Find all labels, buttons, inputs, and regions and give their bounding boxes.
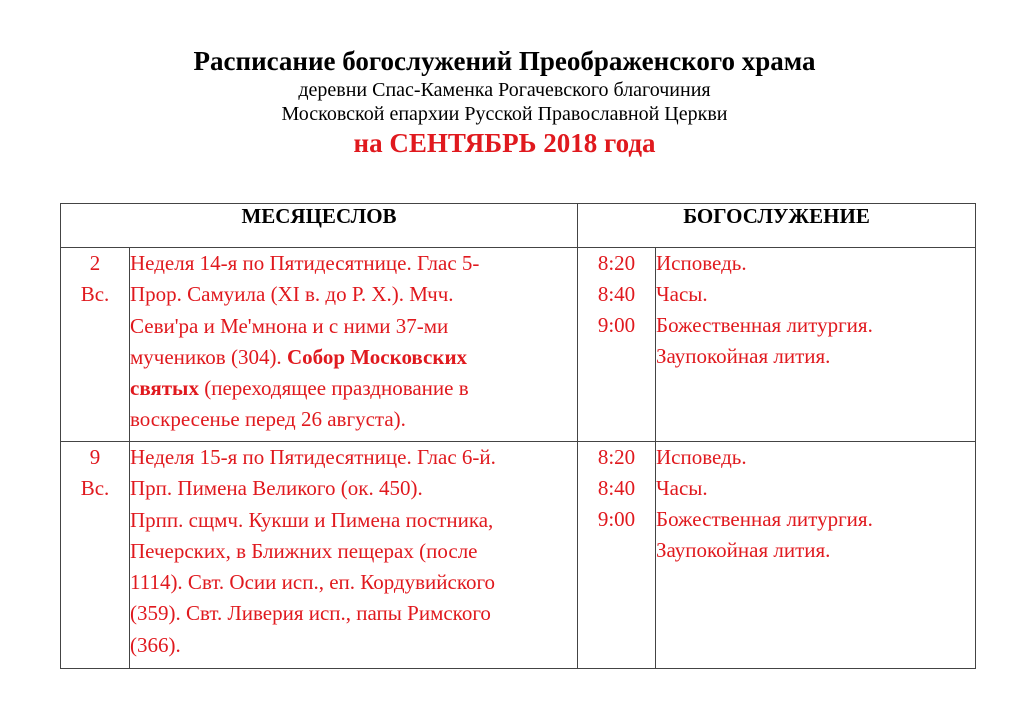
- column-header-services: БОГОСЛУЖЕНИЕ: [578, 204, 976, 248]
- feast-line: [130, 442, 577, 473]
- feast-line: [130, 505, 577, 536]
- document-header: [0, 44, 1009, 160]
- feast-cell: [130, 442, 578, 669]
- service-name: Исповедь.: [656, 251, 747, 275]
- day-of-week: Вс.: [80, 282, 110, 306]
- feast-line: [130, 473, 577, 504]
- feast-text: (переходящее празднование в: [198, 376, 469, 401]
- service-name: Божественная литургия.: [656, 507, 873, 531]
- feast-line: [130, 279, 577, 310]
- feast-text: Прор. Самуила (XI в. до Р. Х.). Мчч.: [130, 282, 454, 307]
- feast-cell: [130, 248, 578, 442]
- service-time: 9:00: [597, 507, 636, 531]
- feast-text: (359). Свт. Ливерия исп., папы Римского: [130, 601, 491, 626]
- service-name: Заупокойная лития.: [656, 344, 831, 368]
- day-of-week: Вс.: [80, 476, 110, 500]
- service-name: Божественная литургия.: [656, 313, 873, 337]
- feast-text: Неделя 15-я по Пятидесятнице. Глас 6-й.: [130, 445, 496, 469]
- table-row: [61, 248, 976, 442]
- feast-text: Прпп. сщмч. Кукши и Пимена постника,: [130, 507, 494, 532]
- schedule-table: [60, 203, 976, 669]
- feast-text: мучеников (304).: [130, 344, 287, 369]
- date-cell: [61, 442, 130, 669]
- feast-text: Неделя 14-я по Пятидесятнице. Глас 5-: [130, 251, 480, 275]
- feast-text: Прп. Пимена Великого (ок. 450).: [130, 476, 423, 501]
- feast-line: [130, 404, 577, 435]
- feast-line: [130, 567, 577, 598]
- feast-line: [130, 248, 577, 279]
- schedule-month: на СЕНТЯБРЬ 2018 года: [353, 128, 656, 158]
- service-time: 8:40: [597, 282, 636, 306]
- times-cell: [578, 248, 656, 442]
- service-name: Часы.: [656, 476, 708, 500]
- feast-text: Печерских, в Ближних пещерах (после: [130, 538, 478, 563]
- feast-text: Севи'ра и Ме'мнона и с ними 37-ми: [130, 313, 449, 338]
- document-subtitle-diocese: Московской епархии Русской Православной Церкви: [281, 103, 728, 125]
- feast-text: (366).: [130, 632, 181, 657]
- day-number: 2: [89, 251, 101, 275]
- feast-line: [130, 373, 577, 404]
- feast-highlight: святых: [130, 376, 199, 401]
- services-cell: [656, 248, 976, 442]
- feast-text: 1114). Свт. Осии исп., еп. Кордувийского: [130, 570, 496, 595]
- feast-line: [130, 598, 577, 629]
- table-header-row: [61, 204, 976, 248]
- service-name: Заупокойная лития.: [656, 538, 831, 562]
- feast-line: [130, 630, 577, 661]
- times-cell: [578, 442, 656, 669]
- document-subtitle-parish: деревни Спас-Каменка Рогачевского благочиния: [298, 79, 711, 101]
- service-name: Исповедь.: [656, 445, 747, 469]
- day-number: 9: [89, 445, 101, 469]
- table-row: [61, 442, 976, 669]
- column-header-menologion: МЕСЯЦЕСЛОВ: [61, 204, 578, 248]
- service-time: 8:40: [597, 476, 636, 500]
- feast-line: [130, 311, 577, 342]
- feast-line: [130, 536, 577, 567]
- service-name: Часы.: [656, 282, 708, 306]
- date-cell: [61, 248, 130, 442]
- service-time: 8:20: [597, 251, 636, 275]
- document-title: Расписание богослужений Преображенского храма: [193, 46, 816, 76]
- service-time: 8:20: [597, 445, 636, 469]
- services-cell: [656, 442, 976, 669]
- feast-line: [130, 342, 577, 373]
- feast-text: воскресенье перед 26 августа).: [130, 407, 406, 432]
- feast-highlight: Собор Московских: [286, 344, 468, 369]
- service-time: 9:00: [597, 313, 636, 337]
